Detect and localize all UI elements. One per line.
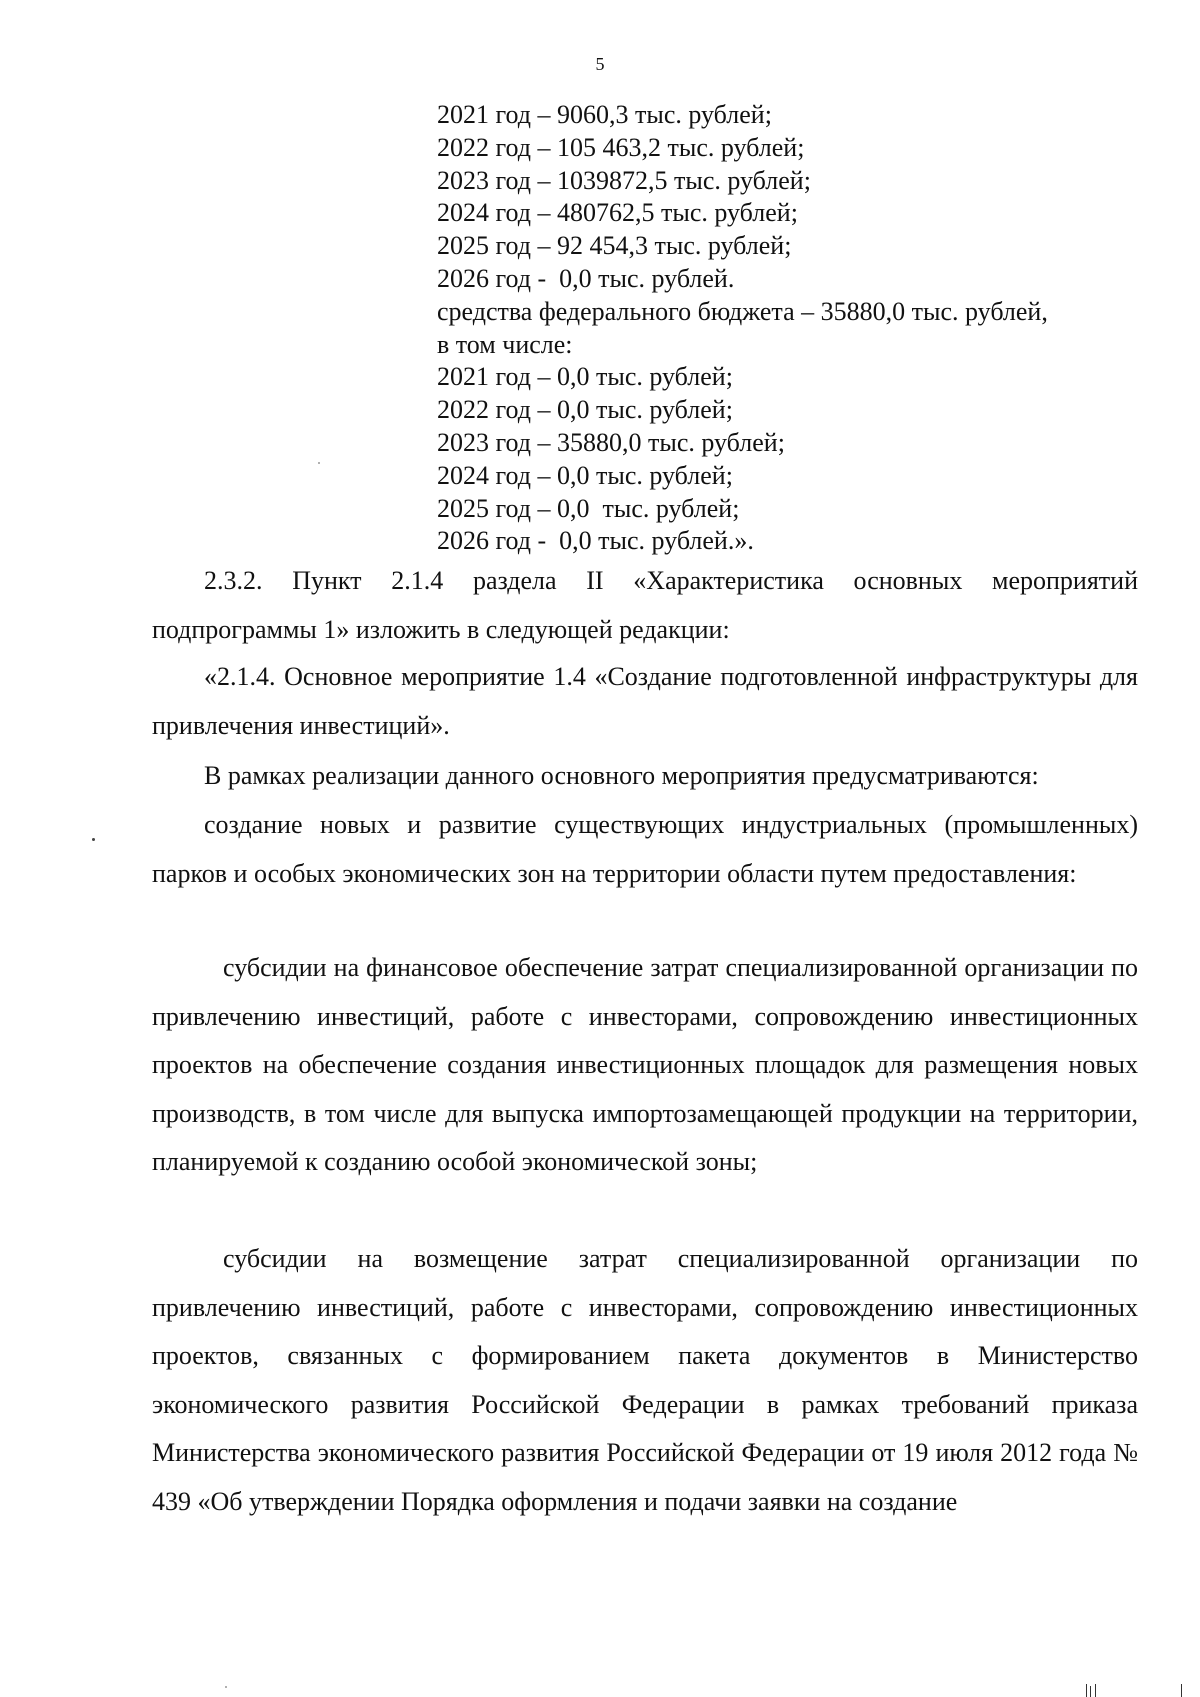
budget-line: 2022 год – 0,0 тыс. рублей; [437,395,733,425]
including-label: в том числе: [437,329,573,359]
financing-subsidy-paragraph: субсидии на финансовое обеспечение затрат специализированной организации по привлечению инвестиций, работе с инвесторами, сопровождению инвестиционных проектов на обеспечение создания инвестиционных площадок для размещения новых производств, в том числе для выпуска импортозамещающей продукции на территории, планируемой к созданию особой экономической зоны; [152,953,1138,1176]
budget-line: 2023 год – 35880,0 тыс. рублей; [437,427,785,457]
scan-edge-mark [1095,1684,1096,1697]
budget-line: 2026 год - 0,0 тыс. рублей.». [437,526,754,556]
budget-line: 2024 год – 480762,5 тыс. рублей; [437,198,798,228]
scan-speck [225,1686,227,1688]
budget-line: 2021 год – 9060,3 тыс. рублей; [437,100,772,129]
federal-budget-line: средства федерального бюджета – 35880,0 тыс. рублей, [437,296,1048,326]
budget-line: 2024 год – 0,0 тыс. рублей; [437,460,733,490]
budget-line: 2022 год – 105 463,2 тыс. рублей; [437,132,805,162]
budget-line: 2023 год – 1039872,5 тыс. рублей; [437,165,811,195]
budget-breakdown [437,99,1157,558]
provisions-intro-paragraph: В рамках реализации данного основного мероприятия предусматриваются: [204,761,1039,790]
budget-line: 2025 год – 92 454,3 тыс. рублей; [437,231,792,261]
page-number: 5 [595,54,605,74]
budget-line: 2021 год – 0,0 тыс. рублей; [437,362,733,392]
budget-line: 2025 год – 0,0 тыс. рублей; [437,493,740,523]
amendment-paragraph: 2.3.2. Пункт 2.1.4 раздела II «Характеристика основных мероприятий подпрограммы 1» изложить в следующей редакции: [152,566,1138,644]
scan-speck [92,838,95,841]
measure-title-paragraph: «2.1.4. Основное мероприятие 1.4 «Создание подготовленной инфраструктуры для привлечения инвестиций». [152,662,1138,740]
scan-edge-mark [1090,1686,1091,1697]
reimbursement-subsidy-paragraph: субсидии на возмещение затрат специализированной организации по привлечению инвестиций, работе с инвесторами, сопровождению инвестиционных проектов, связанных с формированием пакета документов в Министерство экономического развития Российской Федерации в рамках требований приказа Министерства экономического развития Российской Федерации от 19 июля 2012 года № 439 «Об утверждении Порядка оформления и подачи заявки на создание [152,1244,1138,1516]
scan-speck [318,462,320,464]
budget-line: 2026 год - 0,0 тыс. рублей. [437,263,735,293]
scan-edge-mark [1181,1684,1182,1697]
scan-edge-mark [1086,1684,1087,1697]
industrial-parks-paragraph: создание новых и развитие существующих индустриальных (промышленных) парков и особых экономических зон на территории области путем предоставления: [152,810,1138,888]
